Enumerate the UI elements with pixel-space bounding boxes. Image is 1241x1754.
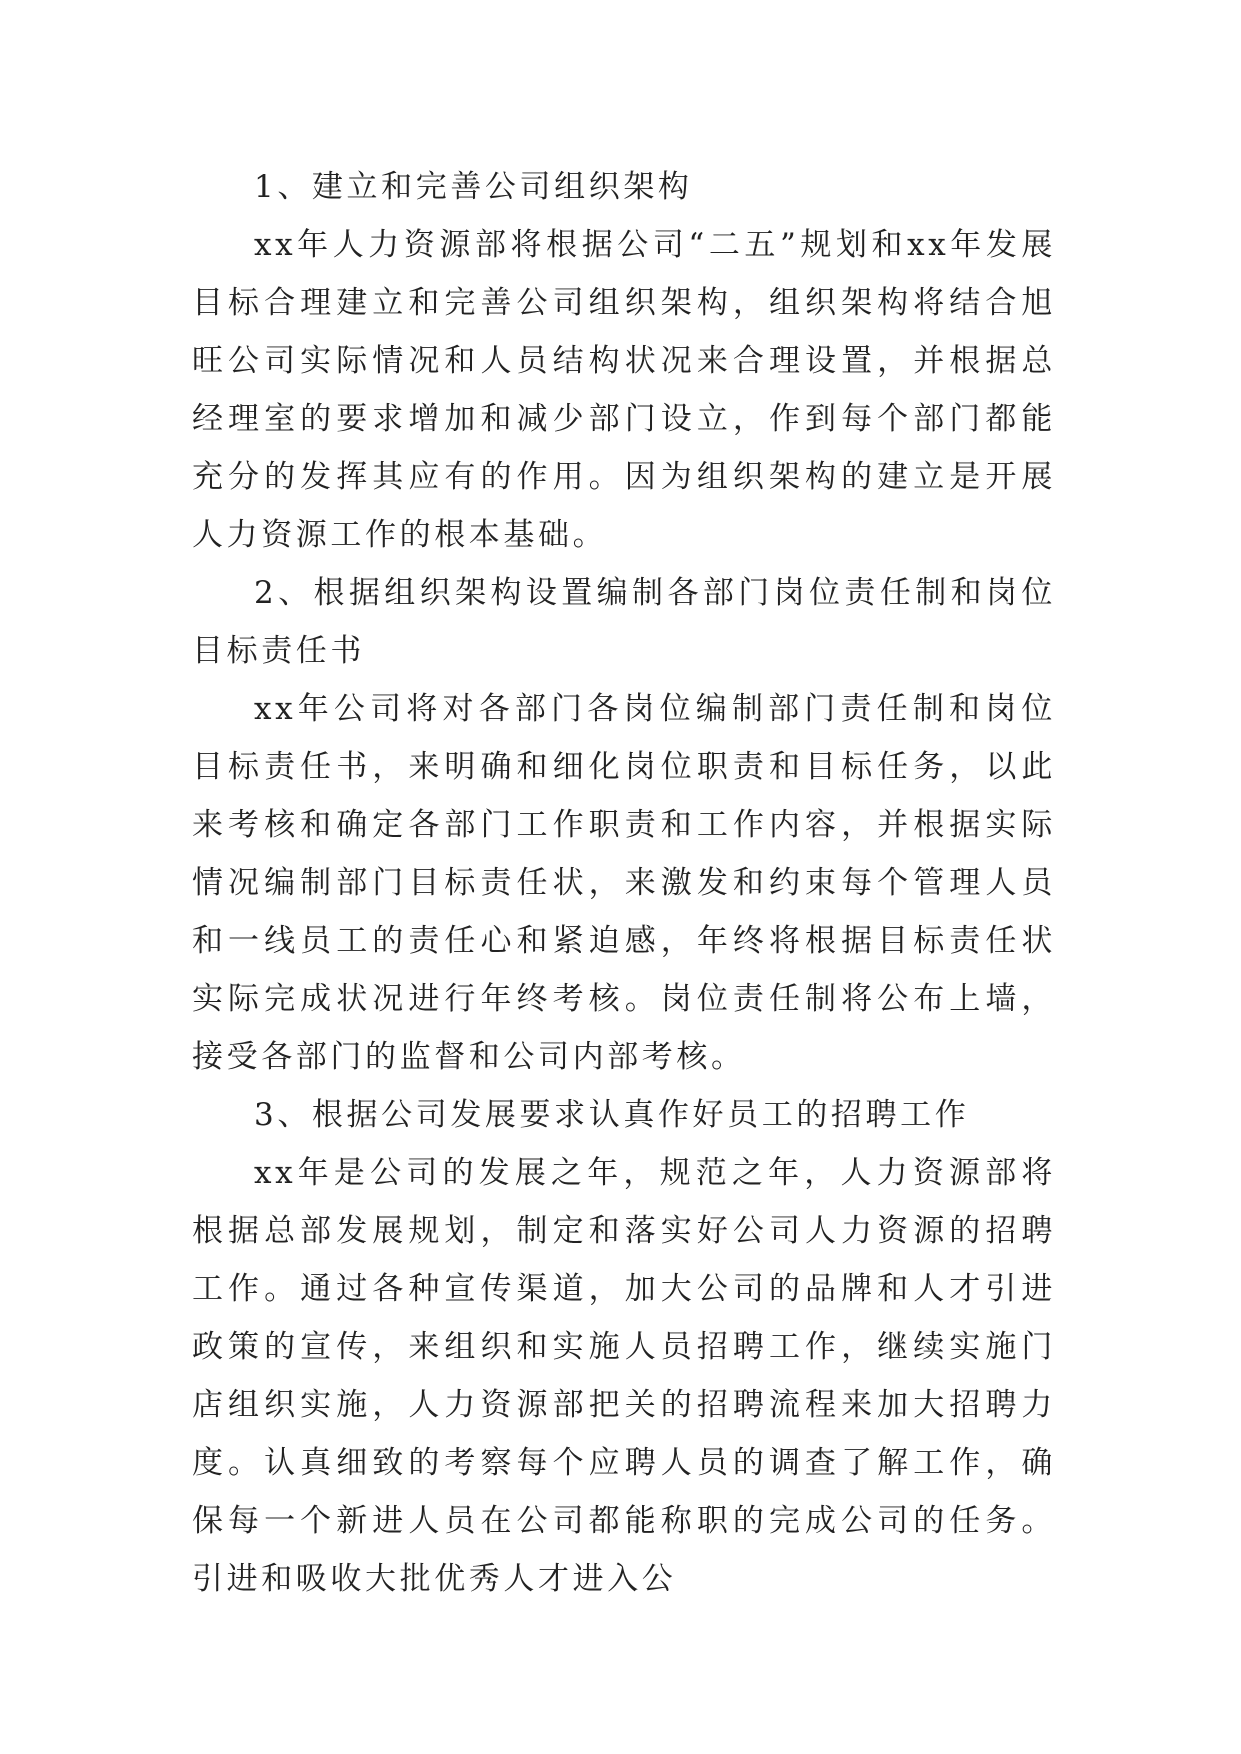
section-heading-3: 3、根据公司发展要求认真作好员工的招聘工作 xyxy=(254,1097,970,1133)
section-heading-2: 2、根据组织架构设置编制各部门岗位责任制和岗位目标责任书 xyxy=(192,575,1056,669)
section-body-1: xx年人力资源部将根据公司“二五”规划和xx年发展目标合理建立和完善公司组织架构，组织架构将结合旭旺公司实际情况和人员结构状况来合理设置，并根据总经理室的要求增加和减少部门设立，作到每个部门都能充分的发挥其应有的作用。因为组织架构的建立是开展人力资源工作的根本基础。 xyxy=(192,227,1056,553)
section-body-2: xx年公司将对各部门各岗位编制部门责任制和岗位目标责任书，来明确和细化岗位职责和目标任务，以此来考核和确定各部门工作职责和工作内容，并根据实际情况编制部门目标责任状，来激发和约束每个管理人员和一线员工的责任心和紧迫感，年终将根据目标责任状实际完成状况进行年终考核。岗位责任制将公布上墙，接受各部门的监督和公司内部考核。 xyxy=(192,691,1056,1075)
section-body-3: xx年是公司的发展之年，规范之年，人力资源部将根据总部发展规划，制定和落实好公司人力资源的招聘工作。通过各种宣传渠道，加大公司的品牌和人才引进政策的宣传，来组织和实施人员招聘工作，继续实施门店组织实施，人力资源部把关的招聘流程来加大招聘力度。认真细致的考察每个应聘人员的调查了解工作，确保每一个新进人员在公司都能称职的完成公司的任务。引进和吸收大批优秀人才进入公 xyxy=(192,1155,1056,1597)
section-heading-1: 1、建立和完善公司组织架构 xyxy=(254,169,693,205)
document-body xyxy=(192,158,1056,1608)
